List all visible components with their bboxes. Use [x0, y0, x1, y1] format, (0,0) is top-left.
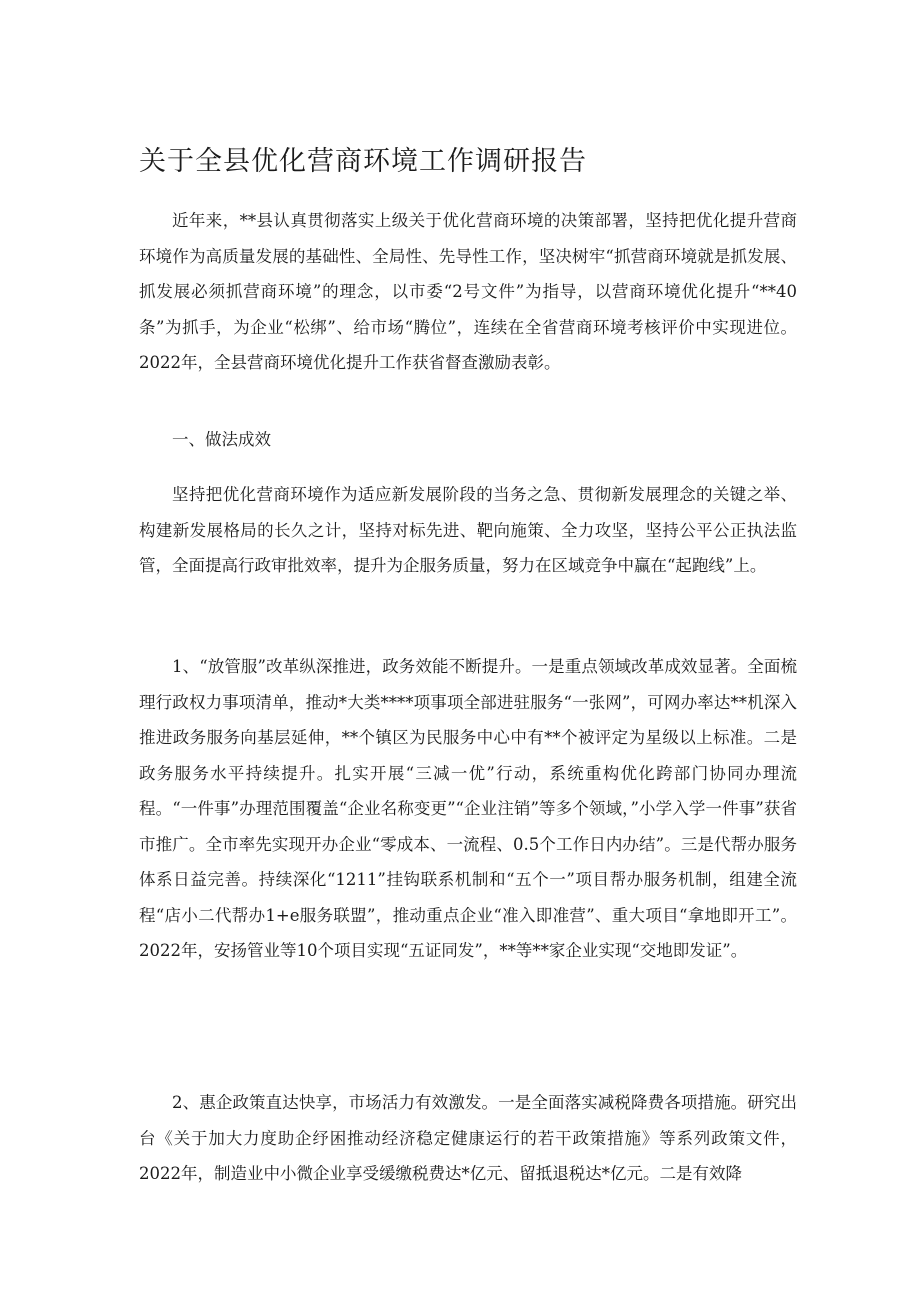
item1-paragraph: 1、“放管服”改革纵深推进，政务效能不断提升。一是重点领域改革成效显著。全面梳理行政权力事项清单，推动*大类****项事项全部进驻服务“一张网”，可网办率达**机深入推进政务服务向基层延伸，**个镇区为民服务中心中有**个被评定为星级以上标准。二是政务服务水平持续提升。扎实开展“三减一优”行动，系统重构优化跨部门协同办理流程。“一件事”办理范围覆盖“企业名称变更”“企业注销”等多个领域，”小学入学一件事”获省市推广。全市率先实现开办企业“零成本、一流程、0.5个工作日内办结”。三是代帮办服务体系日益完善。持续深化“1211”挂钩联系机制和“五个一”项目帮办服务机制，组建全流程“店小二代帮办1+e服务联盟”，推动重点企业“准入即准营”、重大项目“拿地即开工”。2022年，安扬管业等10个项目实现“五证同发”，**等**家企业实现“交地即发证”。 [139, 657, 797, 960]
section1-body-paragraph: 坚持把优化营商环境作为适应新发展阶段的当务之急、贯彻新发展理念的关键之举、构建新发展格局的长久之计，坚持对标先进、靶向施策、全力攻坚，坚持公平公正执法监管，全面提高行政审批效率，提升为企服务质量，努力在区域竞争中赢在“起跑线”上。 [139, 485, 797, 575]
document-title: 关于全县优化营商环境工作调研报告 [139, 146, 587, 177]
item2-paragraph: 2、惠企政策直达快享，市场活力有效激发。一是全面落实减税降费各项措施。研究出台《关于加大力度助企纾困推动经济稳定健康运行的若干政策措施》等系列政策文件，2022年，制造业中小微企业享受缓缴税费达*亿元、留抵退税达*亿元。二是有效降 [139, 1093, 797, 1183]
section-heading-1: 一、做法成效 [172, 430, 271, 449]
intro-paragraph: 近年来，**县认真贯彻落实上级关于优化营商环境的决策部署，坚持把优化提升营商环境作为高质量发展的基础性、全局性、先导性工作，坚决树牢“抓营商环境就是抓发展、抓发展必须抓营商环境”的理念，以市委“2号文件”为指导，以营商环境优化提升“**40条”为抓手，为企业“松绑”、给市场“腾位”，连续在全省营商环境考核评价中实现进位。2022年，全县营商环境优化提升工作获省督查激励表彰。 [139, 211, 797, 372]
